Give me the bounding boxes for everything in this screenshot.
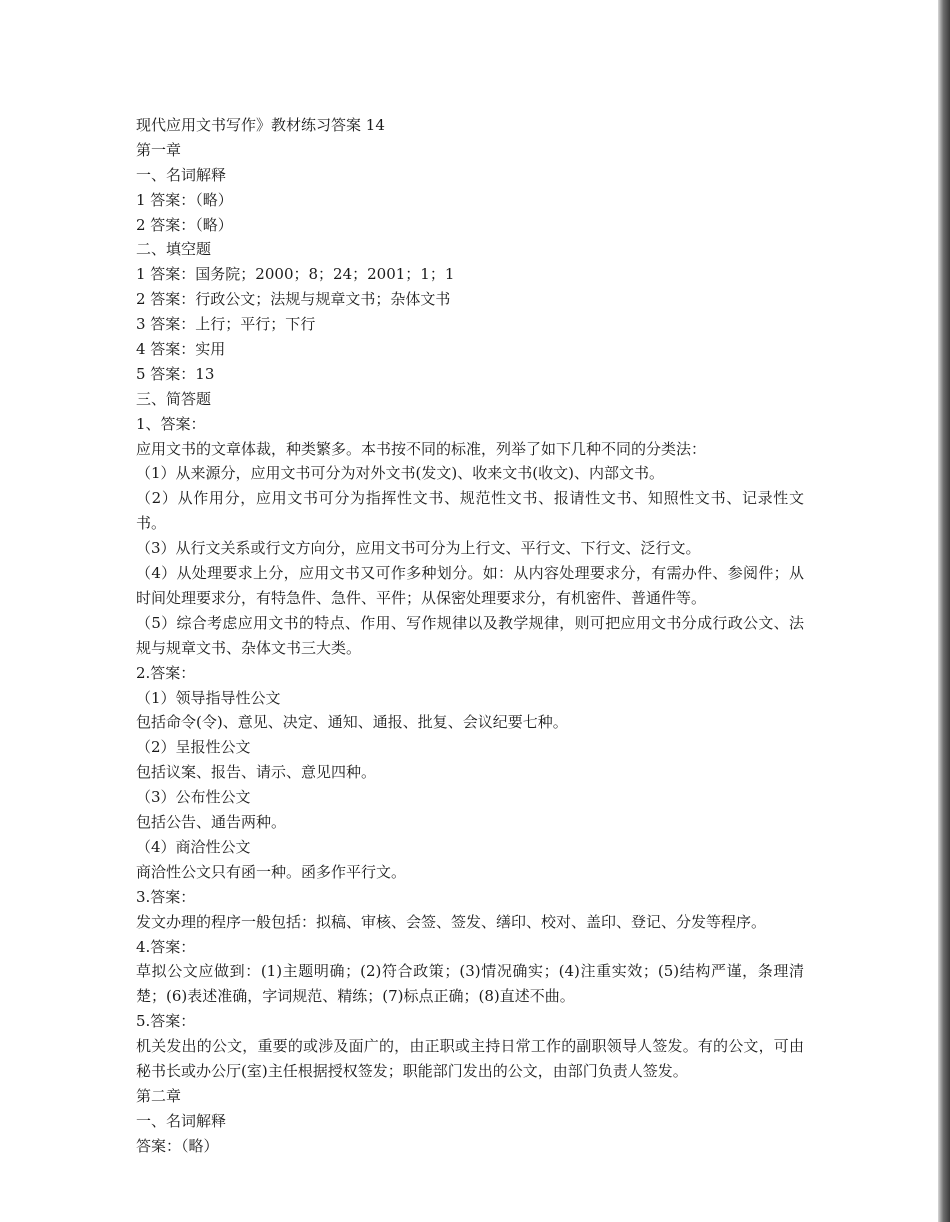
text-line: （3）从行文关系或行文方向分，应用文书可分为上行文、平行文、下行文、泛行文。 [136,539,701,558]
text-line: 3 答案：上行；平行；下行 [136,315,316,334]
text-line: （3）公布性公文 [136,788,251,807]
text-paragraph: 发文办理的程序一般包括：拟稿、审核、会签、签发、缮印、校对、盖印、登记、分发等程序。 [136,912,767,931]
text-line: 4 答案：实用 [136,340,226,359]
text-paragraph: 机关发出的公文，重要的或涉及面广的，由正职或主持日常工作的副职领导人签发。有的公文，可由秘书长或办公厅(室)主任根据授权签发；职能部门发出的公文，由部门负责人签发。 [136,1037,804,1080]
text-line: 2 答案：行政公文；法规与规章文书；杂体文书 [136,290,451,309]
text-line: 包括议案、报告、请示、意见四种。 [136,763,377,782]
text-line: 5 答案：13 [136,364,215,383]
text-line: 4.答案： [136,937,196,956]
text-line: 三、简答题 [136,389,212,408]
text-line: 2.答案： [136,663,196,682]
text-line: 第一章 [136,140,182,159]
text-line: 包括公告、通告两种。 [136,813,287,832]
text-line: 一、名词解释 [136,1111,227,1130]
text-line: 商洽性公文只有函一种。函多作平行文。 [136,862,407,881]
text-line: 应用文书的文章体裁，种类繁多。本书按不同的标准，列举了如下几种不同的分类法： [136,439,707,458]
text-line: 3.答案： [136,887,196,906]
text-line: 1 答案：（略） [136,190,233,209]
text-line: 一、名词解释 [136,165,227,184]
text-line: 答案：（略） [136,1136,219,1155]
scrollbar[interactable] [938,0,950,1222]
text-line: 5.答案： [136,1012,196,1031]
text-line: 1 答案：国务院；2000；8；24；2001；1；1 [136,265,455,284]
text-paragraph: （5）综合考虑应用文书的特点、作用、写作规律以及教学规律，则可把应用文书分成行政公文、法规与规章文书、杂体文书三大类。 [136,613,804,657]
text-line: 第二章 [136,1086,182,1105]
document-body [136,138,804,1159]
text-line: 1、答案： [136,414,206,433]
text-line: （4）商洽性公文 [136,837,251,856]
document-page [136,113,804,1159]
text-paragraph: （2）从作用分，应用文书可分为指挥性文书、规范性文书、报请性文书、知照性文书、记录性文书。 [136,489,804,533]
text-paragraph: （4）从处理要求上分，应用文书又可作多种划分。如：从内容处理要求分，有需办件、参阅件；从时间处理要求分，有特急件、急件、平件；从保密处理要求分，有机密件、普通件等。 [136,564,804,607]
text-line: （1）从来源分，应用文书可分为对外文书(发文)、收来文书(收文)、内部文书。 [136,464,664,483]
text-line: 2 答案：（略） [136,215,233,234]
text-line: （2）呈报性公文 [136,738,251,757]
text-line: 二、填空题 [136,240,212,259]
text-paragraph: 草拟公文应做到：(1)主题明确；(2)符合政策；(3)情况确实；(4)注重实效；(5)结构严谨，条理清楚；(6)表述准确，字词规范、精练；(7)标点正确；(8)直述不曲。 [136,962,804,1006]
text-line: （1）领导指导性公文 [136,688,281,707]
text-line: 包括命令(令)、意见、决定、通知、通报、批复、会议纪要七种。 [136,713,568,732]
document-title: 现代应用文书写作》教材练习答案 14 [136,116,385,134]
